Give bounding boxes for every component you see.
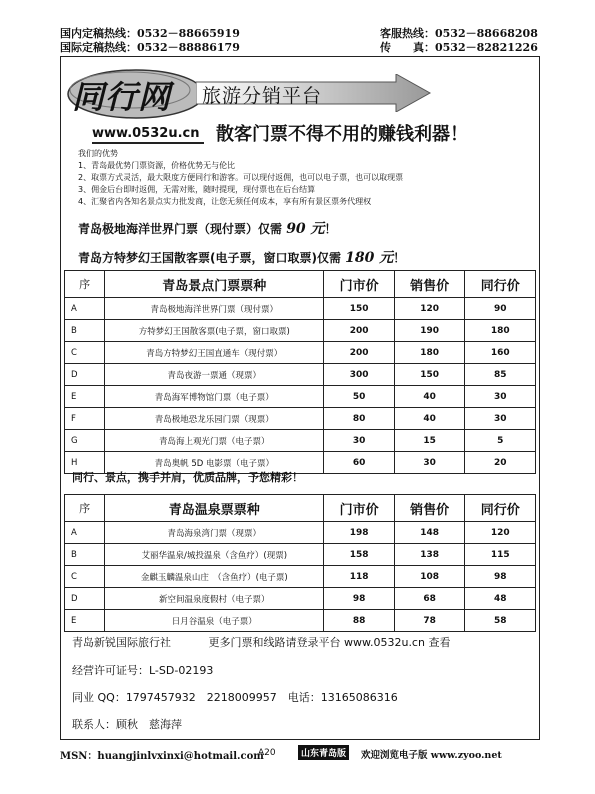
row-sale-price: 40 bbox=[394, 386, 465, 408]
advantage-item: 4、汇聚省内各知名景点实力批发商，让您无须任何成本，享有所有景区票务代理权 bbox=[78, 197, 372, 206]
row-sale-price: 150 bbox=[394, 364, 465, 386]
promo-text: 青岛极地海洋世界门票（现付票）仅需 bbox=[78, 222, 287, 236]
platform-arrow bbox=[196, 74, 432, 112]
service-hotline-label: 客服热线： bbox=[380, 27, 435, 40]
row-seq: C bbox=[65, 566, 105, 588]
service-hotline-phone: 0532－88668208 bbox=[435, 27, 538, 40]
row-seq: A bbox=[65, 298, 105, 320]
row-sale-price: 68 bbox=[394, 588, 465, 610]
logo-text: 同行网 bbox=[72, 78, 172, 116]
row-sale-price: 40 bbox=[394, 408, 465, 430]
row-trade-price: 90 bbox=[465, 298, 536, 320]
intl-hotline bbox=[60, 39, 240, 55]
table-row bbox=[65, 320, 536, 342]
agency-name: 青岛新锐国际旅行社 bbox=[72, 636, 171, 649]
row-retail-price: 158 bbox=[324, 544, 395, 566]
table-row bbox=[65, 408, 536, 430]
row-ticket-name: 青岛方特梦幻王国直通车（现付票） bbox=[105, 342, 324, 364]
hotspring-ticket-table bbox=[64, 494, 536, 632]
mid-slogan: 同行、景点，携手并肩，优质品牌，予您精彩！ bbox=[72, 471, 303, 484]
url-underline bbox=[92, 142, 204, 144]
site-url[interactable]: www.0532u.cn bbox=[92, 126, 200, 141]
row-trade-price: 30 bbox=[465, 386, 536, 408]
contact-persons: 联系人：顾秋 慈海萍 bbox=[72, 718, 182, 731]
row-seq: D bbox=[65, 588, 105, 610]
row-ticket-name: 艾丽华温泉/城投温泉（含鱼疗）(现票) bbox=[105, 544, 324, 566]
row-retail-price: 60 bbox=[324, 452, 395, 474]
row-retail-price: 300 bbox=[324, 364, 395, 386]
qq-phone-line: 同业 QQ：1797457932 2218009957 电话：13165086316 bbox=[72, 691, 398, 704]
row-trade-price: 58 bbox=[465, 610, 536, 632]
agency-line bbox=[72, 634, 450, 650]
promo-price: 90 元 bbox=[286, 221, 325, 237]
row-retail-price: 118 bbox=[324, 566, 395, 588]
advantages-block bbox=[78, 148, 403, 208]
table-row bbox=[65, 342, 536, 364]
row-trade-price: 48 bbox=[465, 588, 536, 610]
table-row bbox=[65, 386, 536, 408]
row-sale-price: 148 bbox=[394, 522, 465, 544]
row-retail-price: 200 bbox=[324, 320, 395, 342]
row-seq: B bbox=[65, 544, 105, 566]
row-seq: B bbox=[65, 320, 105, 342]
row-trade-price: 5 bbox=[465, 430, 536, 452]
advantages-title: 我们的优势 bbox=[78, 149, 118, 158]
more-info: 更多门票和线路请登录平台 www.0532u.cn 查看 bbox=[208, 636, 451, 649]
row-sale-price: 30 bbox=[394, 452, 465, 474]
advantage-item: 3、佣金后台即时返佣，无需对账，随时提现，现付票也在后台结算 bbox=[78, 185, 316, 194]
row-retail-price: 98 bbox=[324, 588, 395, 610]
edition-badge: 山东青岛版 bbox=[298, 745, 349, 760]
domestic-hotline-label: 国内定稿热线： bbox=[60, 27, 137, 40]
page-number: A20 bbox=[258, 748, 276, 758]
fax-line bbox=[380, 39, 538, 55]
row-trade-price: 98 bbox=[465, 566, 536, 588]
fax-phone: 0532－82821226 bbox=[435, 41, 538, 54]
row-ticket-name: 青岛海上观光门票（电子票） bbox=[105, 430, 324, 452]
row-ticket-name: 日月谷温泉（电子票） bbox=[105, 610, 324, 632]
col-trade-price: 同行价 bbox=[465, 271, 536, 298]
fax-label: 传 真： bbox=[380, 41, 435, 54]
row-seq: H bbox=[65, 452, 105, 474]
domestic-hotline-phone: 0532－88665919 bbox=[137, 27, 240, 40]
row-ticket-name: 青岛极地恐龙乐园门票（现票） bbox=[105, 408, 324, 430]
table-header-row bbox=[65, 495, 536, 522]
promo-text: 青岛方特梦幻王国散客票(电子票，窗口取票)仅需 bbox=[78, 251, 346, 265]
table-row bbox=[65, 588, 536, 610]
table-row bbox=[65, 364, 536, 386]
row-retail-price: 198 bbox=[324, 522, 395, 544]
table-body bbox=[65, 298, 536, 474]
row-seq: E bbox=[65, 386, 105, 408]
promo-suffix: ！ bbox=[324, 222, 337, 236]
intl-hotline-label: 国际定稿热线： bbox=[60, 41, 137, 54]
row-sale-price: 78 bbox=[394, 610, 465, 632]
advantage-item: 2、取票方式灵活，最大限度方便同行和游客。可以现付返佣，也可以电子票，也可以取现票 bbox=[78, 173, 404, 182]
table-row bbox=[65, 610, 536, 632]
welcome-text: 欢迎浏览电子版 www.zyoo.net bbox=[361, 750, 502, 761]
row-trade-price: 30 bbox=[465, 408, 536, 430]
col-sale-price: 销售价 bbox=[394, 271, 465, 298]
row-seq: F bbox=[65, 408, 105, 430]
col-ticket-type: 青岛温泉票票种 bbox=[105, 495, 324, 522]
row-ticket-name: 青岛夜游一票通（现票） bbox=[105, 364, 324, 386]
row-trade-price: 120 bbox=[465, 522, 536, 544]
license-number: 经营许可证号：L-SD-02193 bbox=[72, 664, 214, 677]
advantage-item: 1、青岛最优势门票资源，价格优势无与伦比 bbox=[78, 161, 236, 170]
row-ticket-name: 青岛海泉湾门票（现票） bbox=[105, 522, 324, 544]
col-seq: 序 bbox=[65, 271, 105, 298]
row-ticket-name: 金麒玉麟温泉山庄 （含鱼疗）(电子票) bbox=[105, 566, 324, 588]
row-trade-price: 85 bbox=[465, 364, 536, 386]
table-row bbox=[65, 544, 536, 566]
row-seq: C bbox=[65, 342, 105, 364]
row-ticket-name: 青岛极地海洋世界门票（现付票） bbox=[105, 298, 324, 320]
row-seq: E bbox=[65, 610, 105, 632]
row-seq: D bbox=[65, 364, 105, 386]
attraction-ticket-table bbox=[64, 270, 536, 474]
promo-suffix: ！ bbox=[393, 251, 406, 265]
table-row bbox=[65, 522, 536, 544]
promo-price: 180 元 bbox=[345, 250, 394, 266]
row-sale-price: 120 bbox=[394, 298, 465, 320]
row-retail-price: 30 bbox=[324, 430, 395, 452]
col-retail-price: 门市价 bbox=[324, 495, 395, 522]
row-retail-price: 88 bbox=[324, 610, 395, 632]
row-sale-price: 138 bbox=[394, 544, 465, 566]
platform-title: 旅游分销平台 bbox=[202, 85, 323, 107]
tongxing-logo bbox=[66, 64, 206, 120]
col-sale-price: 销售价 bbox=[394, 495, 465, 522]
intl-hotline-phone: 0532－88886179 bbox=[137, 41, 240, 54]
row-retail-price: 150 bbox=[324, 298, 395, 320]
promo-polar-world bbox=[78, 218, 337, 238]
row-ticket-name: 青岛奥帆 5D 电影票（电子票） bbox=[105, 452, 324, 474]
row-trade-price: 180 bbox=[465, 320, 536, 342]
col-trade-price: 同行价 bbox=[465, 495, 536, 522]
row-sale-price: 190 bbox=[394, 320, 465, 342]
row-retail-price: 50 bbox=[324, 386, 395, 408]
col-ticket-type: 青岛景点门票票种 bbox=[105, 271, 324, 298]
row-ticket-name: 方特梦幻王国散客票(电子票，窗口取票) bbox=[105, 320, 324, 342]
table-row bbox=[65, 298, 536, 320]
promo-fantawild bbox=[78, 247, 405, 267]
row-seq: G bbox=[65, 430, 105, 452]
col-retail-price: 门市价 bbox=[324, 271, 395, 298]
table-row bbox=[65, 430, 536, 452]
row-sale-price: 15 bbox=[394, 430, 465, 452]
table-header-row bbox=[65, 271, 536, 298]
msn-contact[interactable]: MSN：huangjinlvxinxi@hotmail.com bbox=[60, 751, 264, 762]
table-body bbox=[65, 522, 536, 632]
table-row bbox=[65, 566, 536, 588]
row-trade-price: 115 bbox=[465, 544, 536, 566]
row-ticket-name: 新空间温泉度假村（电子票） bbox=[105, 588, 324, 610]
row-trade-price: 160 bbox=[465, 342, 536, 364]
row-sale-price: 108 bbox=[394, 566, 465, 588]
row-trade-price: 20 bbox=[465, 452, 536, 474]
row-retail-price: 80 bbox=[324, 408, 395, 430]
row-seq: A bbox=[65, 522, 105, 544]
row-sale-price: 180 bbox=[394, 342, 465, 364]
row-ticket-name: 青岛海军博物馆门票（电子票） bbox=[105, 386, 324, 408]
col-seq: 序 bbox=[65, 495, 105, 522]
row-retail-price: 200 bbox=[324, 342, 395, 364]
main-slogan: 散客门票不得不用的赚钱利器！ bbox=[216, 124, 468, 145]
